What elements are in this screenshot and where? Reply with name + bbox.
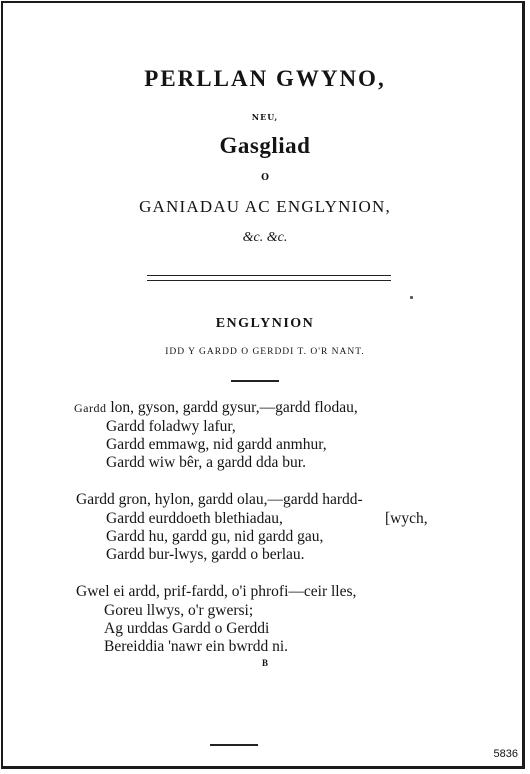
short-rule-top <box>231 380 279 382</box>
stanza2-overflow: [wych, <box>385 510 428 527</box>
dropcap-word: Gardd <box>74 401 107 415</box>
stanza3-line2: Goreu llwys, o'r gwersi; <box>104 602 254 619</box>
stanza2-line1: Gardd gron, hylon, gardd olau,—gardd hardd- <box>76 491 363 508</box>
section-subheading: IDD Y GARDD O GERDDI T. O'R NANT. <box>165 347 365 357</box>
short-rule-bottom <box>210 744 258 746</box>
speck <box>410 296 413 299</box>
etcetera: &c. &c. <box>242 230 288 245</box>
book-title: PERLLAN GWYNO, <box>144 66 386 91</box>
stanza3-line4: Bereiddia 'nawr ein bwrdd ni. <box>104 638 289 655</box>
book-subtitle: GANIADAU AC ENGLYNION, <box>139 197 391 216</box>
stanza2-line4: Gardd bur-lwys, gardd o berlau. <box>106 546 305 563</box>
stanza3-line3: Ag urddas Gardd o Gerddi <box>104 620 270 637</box>
double-rule-divider <box>147 275 391 281</box>
stanza1-line4: Gardd wiw bêr, a gardd dda bur. <box>106 454 306 471</box>
stanza2-line3: Gardd hu, gardd gu, nid gardd gau, <box>106 528 324 545</box>
signature-mark: B <box>261 658 268 668</box>
stanza1-line3: Gardd emmawg, nid gardd anmhur, <box>106 436 327 453</box>
stanza3-line1: Gwel ei ardd, prif-fardd, o'i phrofi—ceir lles, <box>76 583 357 600</box>
line-text: lon, gyson, gardd gysur,—gardd flodau, <box>106 399 358 416</box>
stanza1-line2: Gardd foladwy lafur, <box>106 418 236 435</box>
gasgliad-blackletter: Gasgliad <box>219 133 311 158</box>
stanza1-line1 <box>74 399 358 417</box>
section-heading: ENGLYNION <box>215 316 315 331</box>
o-connector: O <box>261 173 269 183</box>
page-number: 5836 <box>493 748 518 760</box>
neu-connector: NEU, <box>251 112 279 122</box>
stanza2-line2: Gardd eurddoeth blethiadau, <box>106 510 283 527</box>
